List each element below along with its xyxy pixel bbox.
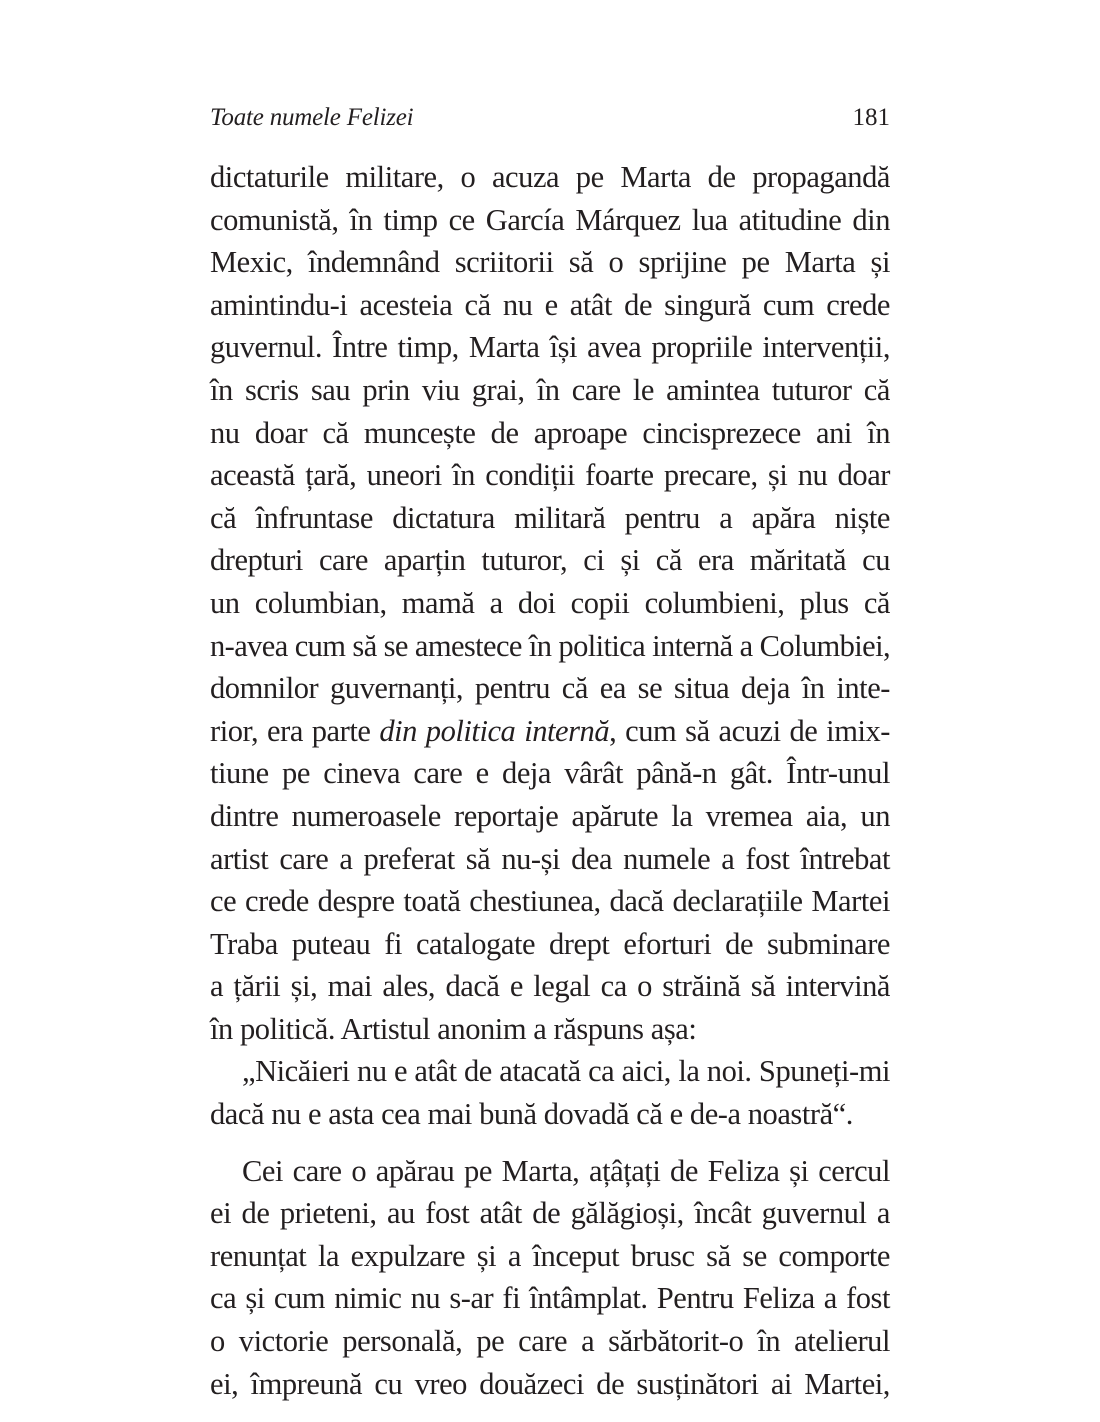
text-line: dintre numeroasele reportaje apărute la vremea aia, un [210, 798, 890, 833]
text-line: domnilor guvernanți, pentru că ea se situa deja în inte- [210, 671, 890, 706]
italic-emphasis: din politica internă [379, 713, 610, 748]
text-line: această țară, uneori în condiții foarte precare, și nu doar [210, 458, 890, 493]
text-line: Mexic, îndemnând scriitorii să o sprijine pe Marta și [210, 245, 890, 280]
text-line: ca și cum nimic nu s-ar fi întâmplat. Pentru Feliza a fost [210, 1281, 890, 1316]
text-line: amintindu-i acesteia că nu e atât de singură cum crede [210, 287, 890, 322]
text-line: în scris sau prin viu grai, în care le amintea tuturor că [210, 372, 890, 407]
text-line: ei de prieteni, au fost atât de gălăgioși, încât guvernul a [210, 1196, 890, 1231]
paragraph [210, 1150, 890, 1406]
text-line: artist care a preferat să nu-și dea numele a fost întrebat [210, 841, 890, 876]
text-line: Cei care o apărau pe Marta, ațâțați de Feliza și cercul [242, 1153, 890, 1188]
text-line: ce crede despre toată chestiunea, dacă declarațiile Martei [210, 884, 890, 919]
text-line: „Nicăieri nu e atât de atacată ca aici, la noi. Spuneți-mi [242, 1054, 890, 1089]
text-line: nu doar că muncește de aproape cincisprezece ani în [210, 415, 890, 450]
text-line: că înfruntase dictatura militară pentru a apăra niște [210, 500, 890, 535]
paragraph-quote [210, 1050, 890, 1135]
paragraph-spacing [210, 1136, 890, 1150]
body-text [210, 156, 890, 1405]
running-title: Toate numele Felizei [210, 104, 414, 131]
text-line: ei, împreună cu vreo douăzeci de susținători ai Martei, [210, 1366, 890, 1401]
text-line: a țării și, mai ales, dacă e legal ca o străină să intervină [210, 969, 890, 1004]
text-line: un columbian, mamă a doi copii columbieni, plus că [210, 585, 890, 620]
text-line: tiune pe cineva care e deja vârât până-n gât. Într-unul [210, 756, 890, 791]
text-line: în politică. Artistul anonim a răspuns așa: [210, 1011, 697, 1046]
text-fragment: rior, era parte [210, 713, 380, 748]
text-line: drepturi care aparțin tuturor, ci și că era măritată cu [210, 543, 890, 578]
text-line: o victorie personală, pe care a sărbătorit-o în atelierul [210, 1324, 890, 1359]
text-fragment: , cum să acuzi de imix- [609, 713, 891, 748]
page-number: 181 [852, 104, 890, 131]
text-line: guvernul. Între timp, Marta își avea propriile intervenții, [210, 330, 890, 365]
paragraph-continuation [210, 156, 890, 1050]
running-header [210, 102, 890, 134]
text-line: renunțat la expulzare și a început brusc să se comporte [210, 1238, 890, 1273]
text-line: dacă nu e asta cea mai bună dovadă că e de-a noastră“. [210, 1097, 853, 1132]
text-line: dictaturile militare, o acuza pe Marta de propagandă [210, 160, 890, 194]
text-line: comunistă, în timp ce García Márquez lua atitudine din [210, 202, 890, 237]
text-line: n-avea cum să se amestece în politica internă a Columbiei, [210, 628, 890, 663]
text-line-with-emphasis [210, 710, 890, 753]
text-line: Traba puteau fi catalogate drept eforturi de subminare [210, 926, 890, 961]
